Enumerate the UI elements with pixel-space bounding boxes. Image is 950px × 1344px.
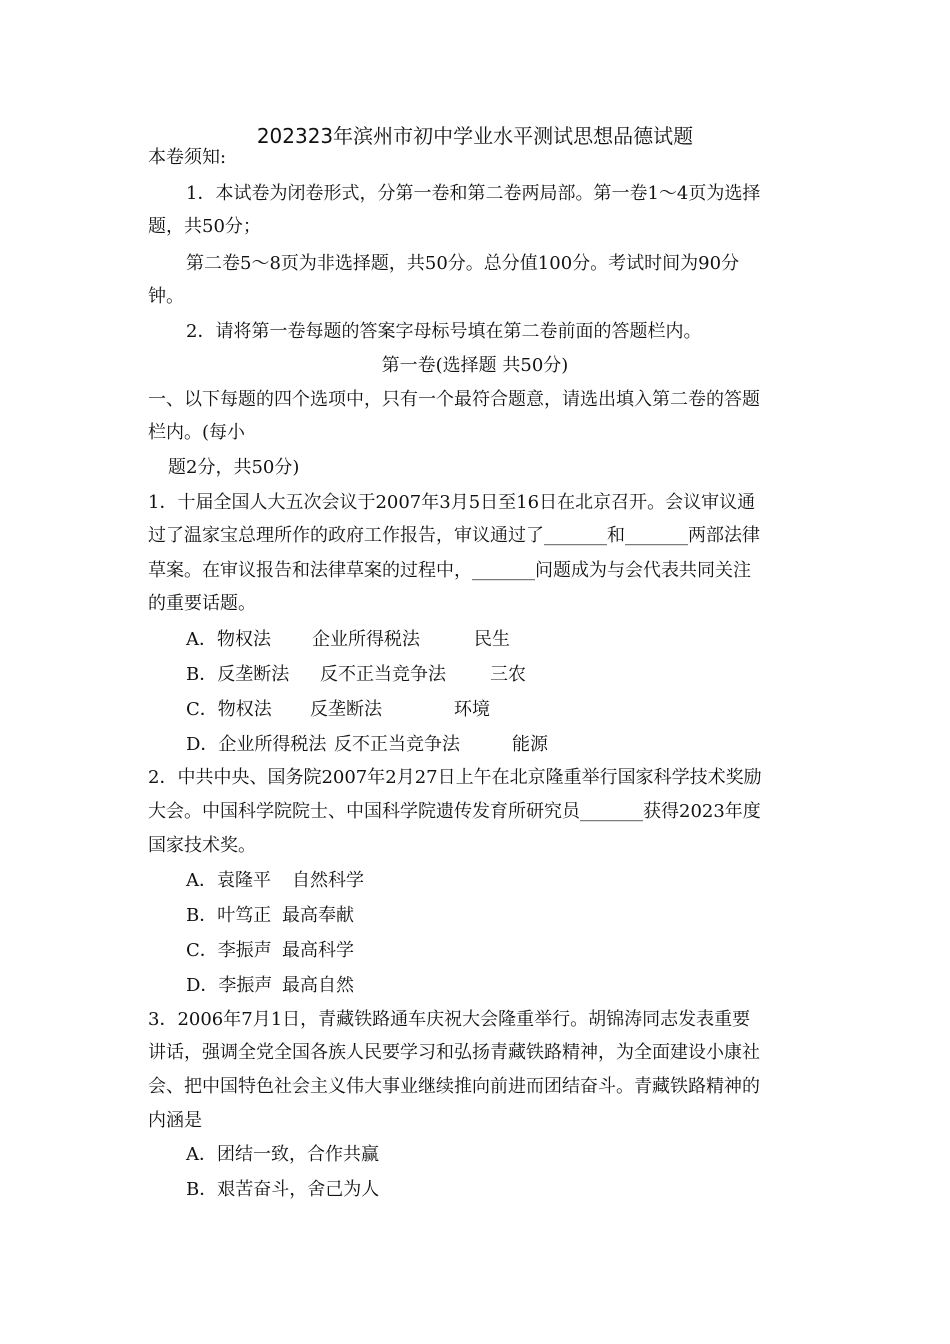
section-title: 第一卷(选择题 共50分) xyxy=(381,355,569,376)
question-1-text: 1．十届全国人大五次会议于2007年3月5日至16日在北京召开。会议审议通 xyxy=(148,492,756,513)
notice-item-1-part2: 第二卷5～8页为非选择题，共50分。总分值100分。考试时间为90分 xyxy=(186,253,740,274)
question-3-text: 3．2006年7月1日，青藏铁路通车庆祝大会隆重举行。胡锦涛同志发表重要 xyxy=(148,1009,751,1030)
question-2-option-c: C．李振声 最高科学 xyxy=(186,940,354,961)
question-1-option-a: A．物权法 企业所得税法 民生 xyxy=(186,629,510,650)
notice-heading: 本卷须知: xyxy=(148,147,227,168)
question-1-text: 过了温家宝总理所作的政府工作报告，审议通过了_______和_______两部法律 xyxy=(148,525,760,546)
question-1-option-d: D．企业所得税法 反不正当竞争法 能源 xyxy=(186,734,548,755)
question-1-text: 的重要话题。 xyxy=(148,593,256,614)
section-instruction: 一、以下每题的四个选项中，只有一个最符合题意，请选出填入第二卷的答题 xyxy=(148,389,760,410)
question-3-option-b: B．艰苦奋斗，舍己为人 xyxy=(186,1179,380,1200)
question-3-text: 讲话，强调全党全国各族人民要学习和弘扬青藏铁路精神，为全面建设小康社 xyxy=(148,1042,760,1063)
question-2-text: 2．中共中央、国务院2007年2月27日上午在北京隆重举行国家科学技术奖励 xyxy=(148,767,762,788)
notice-item-1-part2-cont: 钟。 xyxy=(148,286,184,307)
question-2-option-d: D．李振声 最高自然 xyxy=(186,975,354,996)
question-2-text: 大会。中国科学院院士、中国科学院遗传发育所研究员_______获得2023年度 xyxy=(148,801,761,822)
question-1-option-c: C．物权法 反垄断法 环境 xyxy=(186,699,490,720)
question-2-option-a: A．袁隆平 自然科学 xyxy=(186,870,364,891)
question-1-option-b: B．反垄断法 反不正当竞争法 三农 xyxy=(186,664,526,685)
notice-item-1-cont: 题，共50分； xyxy=(148,216,261,237)
question-1-text: 草案。在审议报告和法律草案的过程中，_______问题成为与会代表共同关注 xyxy=(148,560,751,581)
section-instruction-cont: 栏内。(每小 xyxy=(148,422,246,443)
notice-item-1: 1．本试卷为闭卷形式，分第一卷和第二卷两局部。第一卷1～4页为选择 xyxy=(186,183,761,204)
question-3-text: 会、把中国特色社会主义伟大事业继续推向前进而团结奋斗。青藏铁路精神的 xyxy=(148,1076,760,1097)
question-2-option-b: B．叶笃正 最高奉献 xyxy=(186,905,354,926)
question-3-text: 内涵是 xyxy=(148,1110,202,1131)
section-instruction-cont: 题2分，共50分) xyxy=(168,457,300,478)
page-title: 202323年滨州市初中学业水平测试思想品德试题 xyxy=(256,124,694,148)
notice-item-2: 2．请将第一卷每题的答案字母标号填在第二卷前面的答题栏内。 xyxy=(186,321,702,342)
question-3-option-a: A．团结一致，合作共赢 xyxy=(186,1144,379,1165)
question-2-text: 国家技术奖。 xyxy=(148,835,256,856)
